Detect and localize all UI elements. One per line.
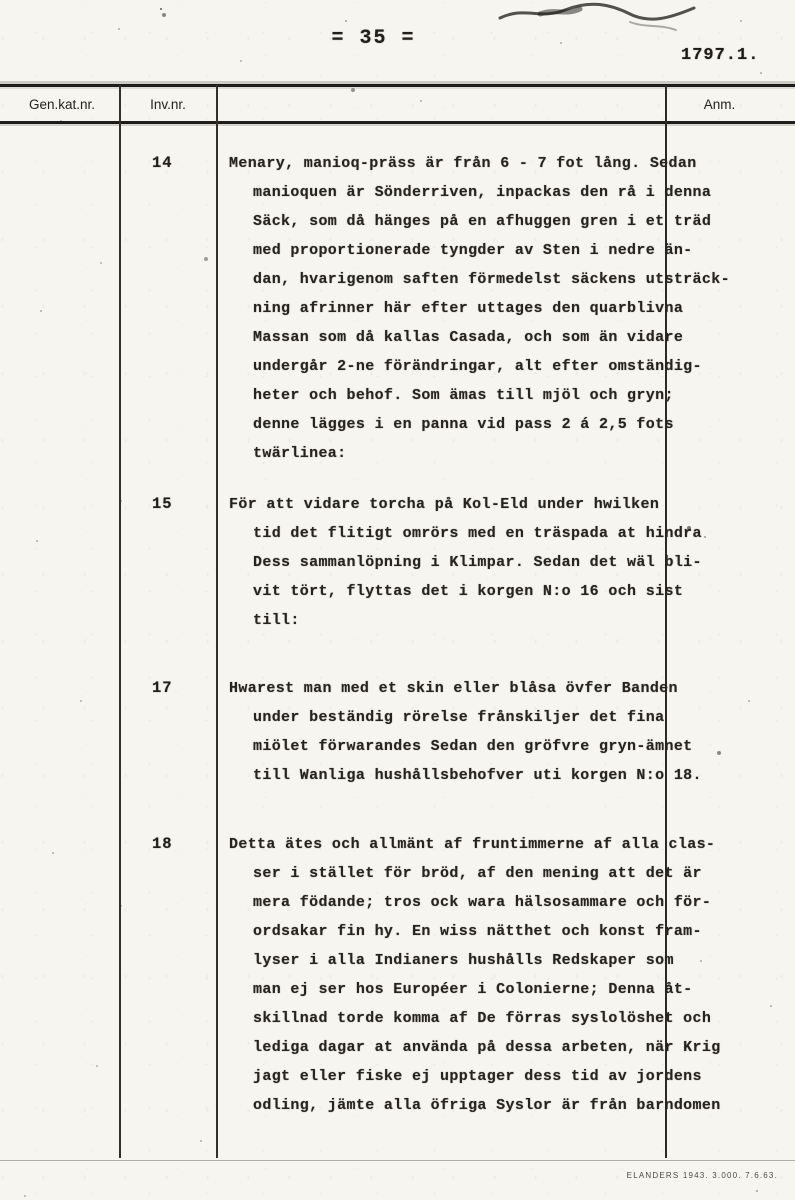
entry-text-line: till: — [253, 612, 300, 629]
entry-text-line: Massan som då kallas Casada, och som än vidare — [253, 329, 684, 346]
entry-text-line: manioquen är Sönderriven, inpackas den rå i denna — [253, 184, 712, 201]
entry-text-line: För att vidare torcha på Kol-Eld under hwilken — [229, 496, 660, 513]
entry-text-line: med proportionerade tyngder av Sten i nedre än- — [253, 242, 693, 259]
entry-text-line: Dess sammanlöpning i Klimpar. Sedan det wäl bli- — [253, 554, 702, 571]
column-header-gen-kat-nr: Gen.kat.nr. — [28, 97, 96, 112]
catalog-entry-18 — [0, 830, 795, 1120]
entry-text-line: miölet förwarandes Sedan den gröfvre gryn-ämnet — [253, 738, 693, 755]
entry-text-line: twärlinea: — [253, 445, 347, 462]
inv-nr-value: 17 — [152, 679, 173, 697]
entry-text-line: under beständig rörelse frånskiljer det fina — [253, 709, 665, 726]
entry-text-line: ning afrinner här efter uttages den quarblivna — [253, 300, 684, 317]
entry-text-line: jagt eller fiske ej upptager dess tid av jordens — [253, 1068, 702, 1085]
entry-text-line: man ej ser hos Européer i Colonierne; Denna åt- — [253, 981, 693, 998]
entry-text-line: lyser i alla Indianers hushålls Redskaper som — [253, 952, 674, 969]
entry-text-line: Säck, som då hänges på en afhuggen gren i et träd — [253, 213, 712, 230]
entry-text-line: skillnad torde komma af De förras syslolöshet och — [253, 1010, 712, 1027]
entry-text-line: ser i stället för bröd, af den mening att det är — [253, 865, 702, 882]
entry-text-line: till Wanliga hushållsbehofver uti korgen N:o 18. — [253, 767, 702, 784]
entry-text — [229, 149, 795, 468]
column-header-inv-nr: Inv.nr. — [150, 97, 186, 112]
inv-nr-value: 18 — [152, 835, 173, 853]
entry-text-line: ordsakar fin hy. En wiss nätthet och konst fram- — [253, 923, 702, 940]
catalog-entry-17 — [0, 674, 795, 790]
entry-text — [229, 490, 795, 635]
entry-text-line: heter och behof. Som ämas till mjöl och gryn; — [253, 387, 674, 404]
page-number: = 35 = — [331, 27, 416, 50]
printer-mark: ELANDERS 1943. 3.000. 7.6.63. — [626, 1171, 778, 1180]
inv-nr-value: 14 — [152, 154, 173, 172]
scan-noise-speckles — [0, 0, 2, 2]
entry-text-line: dan, hvarigenom saften förmedelst säckens utsträck- — [253, 271, 730, 288]
catalog-entry-15 — [0, 490, 795, 635]
entry-text-line: lediga dagar at använda på dessa arbeten, när Krig — [253, 1039, 721, 1056]
column-header-anm: Anm. — [703, 97, 736, 112]
entry-text-line: tid det flitigt omrörs med en träspada at hindra — [253, 525, 702, 542]
catalog-entry-14 — [0, 149, 795, 468]
entry-text-line: vit tört, flyttas det i korgen N:o 16 och sist — [253, 583, 684, 600]
entry-text-line: denne lägges i en panna vid pass 2 á 2,5 fots — [253, 416, 674, 433]
entry-text-line: odling, jämte alla öfriga Syslor är från barndomen — [253, 1097, 721, 1114]
entry-text-line: undergår 2-ne förändringar, alt efter omständig- — [253, 358, 702, 375]
page-bottom-rule — [0, 1160, 795, 1161]
entry-text-line: Hwarest man med et skin eller blåsa övfer Banden — [229, 680, 678, 697]
archive-reference: 1797.1. — [681, 46, 760, 65]
inv-nr-value: 15 — [152, 495, 173, 513]
entry-text-line: Detta ätes och allmänt af fruntimmerne af alla clas- — [229, 836, 716, 853]
entry-text — [229, 674, 795, 790]
entry-text-line: mera födande; tros ock wara hälsosammare och för- — [253, 894, 712, 911]
entry-text — [229, 830, 795, 1120]
entry-text-line: Menary, manioq-präss är från 6 - 7 fot lång. Sedan — [229, 155, 697, 172]
